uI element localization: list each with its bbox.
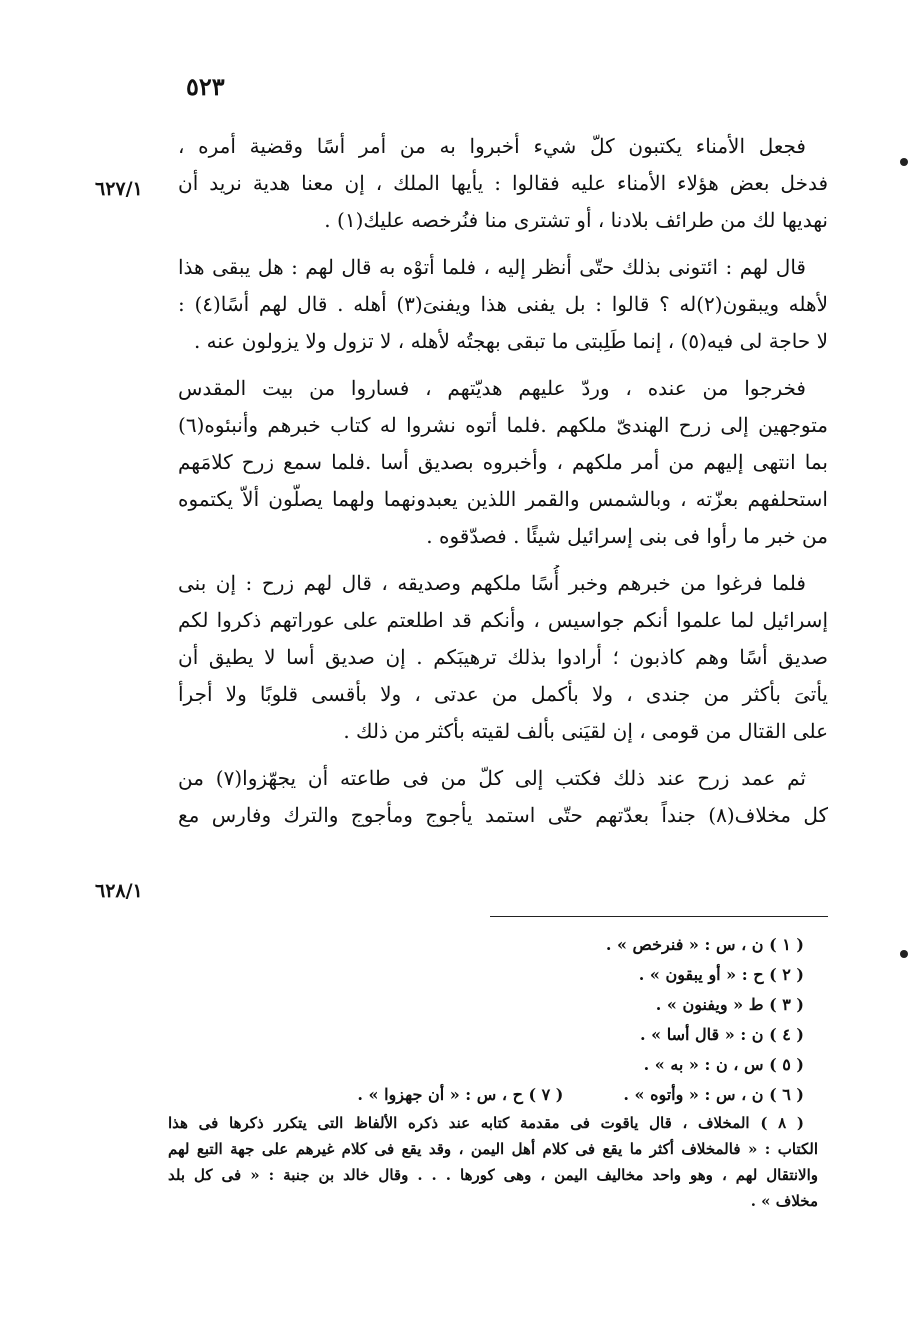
margin-reference: ٦٢٧/١ — [95, 178, 143, 200]
footnote: ( ٣ ) ط « ويفنون » . — [655, 995, 804, 1014]
text-line: صديق أسًا وهم كاذبون ؛ أرادوا بذلك ترهيبَكم . إن صديق أسا لا يطيق أن — [178, 645, 828, 669]
text-line: ثم عمد زرح عند ذلك فكتب إلى كلّ من فى طاعته أن يجهّزوا(٧) من — [178, 766, 806, 790]
text-line: فلما فرغوا من خبرهم وخبر أُسًا ملكهم وصديقه ، قال لهم زرح : إن بنى — [178, 571, 806, 595]
footnote: ( ٦ ) ن ، س : « وأتوه » . — [623, 1085, 804, 1104]
footnote-line: والانتقال لهم ، وهو واحد مخاليف اليمن ، وهى كورها . . . وقال خالد بن جنبة : « فى كل بلد — [168, 1166, 818, 1184]
paragraph — [178, 565, 828, 750]
text-line: استحلفهم بعزّته ، وبالشمس والقمر اللذين يعبدونهما ولهما يصلّون ألاّ يكتموه — [178, 487, 828, 511]
footnote-line: ( ٨ ) المخلاف ، قال ياقوت فى مقدمة كتابه عند ذكره الألفاظ التى يتكرر ذكرها فى هذا — [168, 1114, 804, 1132]
scan-edge-mark — [900, 158, 908, 166]
text-line: لا حاجة لى فيه(٥) ، إنما طَلِبتى ما تبقى بهجتُه لأهله ، لا تزول ولا يزولون عنه . — [193, 329, 828, 353]
footnote: ( ٧ ) ح ، س : « أن جهزوا » . — [357, 1085, 564, 1104]
margin-reference: ٦٢٨/١ — [95, 880, 143, 902]
paragraph — [178, 128, 828, 239]
footnotes — [168, 930, 818, 1214]
text-line: من خبر ما رأوا فى بنى إسرائيل شيئًا . فصدّقوه . — [426, 524, 828, 548]
text-line: يأتىَ بأكثر من جندى ، ولا بأكمل من عدتى ، ولا بأقسى قلوبًا ولا أجرأ — [178, 682, 828, 706]
text-line: كل مخلاف(٨) جنداً بعدّتهم حتّى استمد يأجوج ومأجوج والترك وفارس مع — [178, 803, 828, 827]
footnote: ( ١ ) ن ، س : « فنرخص » . — [605, 935, 804, 954]
text-line: فخرجوا من عنده ، وردّ عليهم هديّتهم ، فساروا من بيت المقدس — [178, 376, 806, 400]
footnote: ( ٤ ) ن : « قال أسا » . — [640, 1025, 804, 1044]
text-line: قال لهم : ائتونى بذلك حتّى أنظر إليه ، فلما أتوْه به قال لهم : هل يبقى هذا — [178, 255, 806, 279]
text-line: فدخل بعض هؤلاء الأمناء عليه فقالوا : يأيها الملك ، إن معنا هدية نريد أن — [178, 171, 828, 195]
footnote-line: مخلاف » . — [750, 1192, 818, 1210]
text-line: لأهله ويبقون(٢)له ؟ قالوا : بل يفنى هذا ويفنىَ(٣) أهله . قال لهم أسًا(٤) : — [178, 292, 828, 316]
page-number: ٥٢٣ — [186, 72, 225, 101]
text-line: متوجهين إلى زرح الهندىّ ملكهم .فلما أتوه نشروا له كتاب خبرهم وأنبئوه(٦) — [178, 413, 828, 437]
footnote-pair — [168, 1080, 818, 1110]
text-line: فجعل الأمناء يكتبون كلّ شيء أخبروا به من أمر أسًا وقضية أمره ، — [178, 134, 806, 158]
text-line: على القتال من قومى ، إن لقيَنى بألف لقيته بأكثر من ذلك . — [343, 719, 828, 743]
text-line: نهديها لك من طرائف بلادنا ، أو تشترى منا فنُرخصه عليك(١) . — [324, 208, 828, 232]
paragraph — [178, 249, 828, 360]
footnote: ( ٥ ) س ، ن : « به » . — [643, 1055, 804, 1074]
footnote-divider — [490, 916, 828, 917]
paragraph — [178, 370, 828, 555]
footnote-line: الكتاب : « فالمخلاف أكثر ما يقع فى كلام أهل اليمن ، وقد يقع فى كلام غيرهم على جهة التبع لهم — [168, 1140, 818, 1158]
text-line: بما انتهى إليهم من أمر ملكهم ، وأخبروه بصديق أسا .فلما سمع زرح كلامَهم — [178, 450, 828, 474]
footnote: ( ٢ ) ح : « أو يبقون » . — [638, 965, 804, 984]
text-line: إسرائيل لما علموا أنكم جواسيس ، وأنكم قد اطلعتم على عوراتهم ذكروا لكم — [178, 608, 828, 632]
paragraph — [178, 760, 828, 834]
scan-edge-mark — [900, 950, 908, 958]
main-text — [178, 128, 828, 844]
